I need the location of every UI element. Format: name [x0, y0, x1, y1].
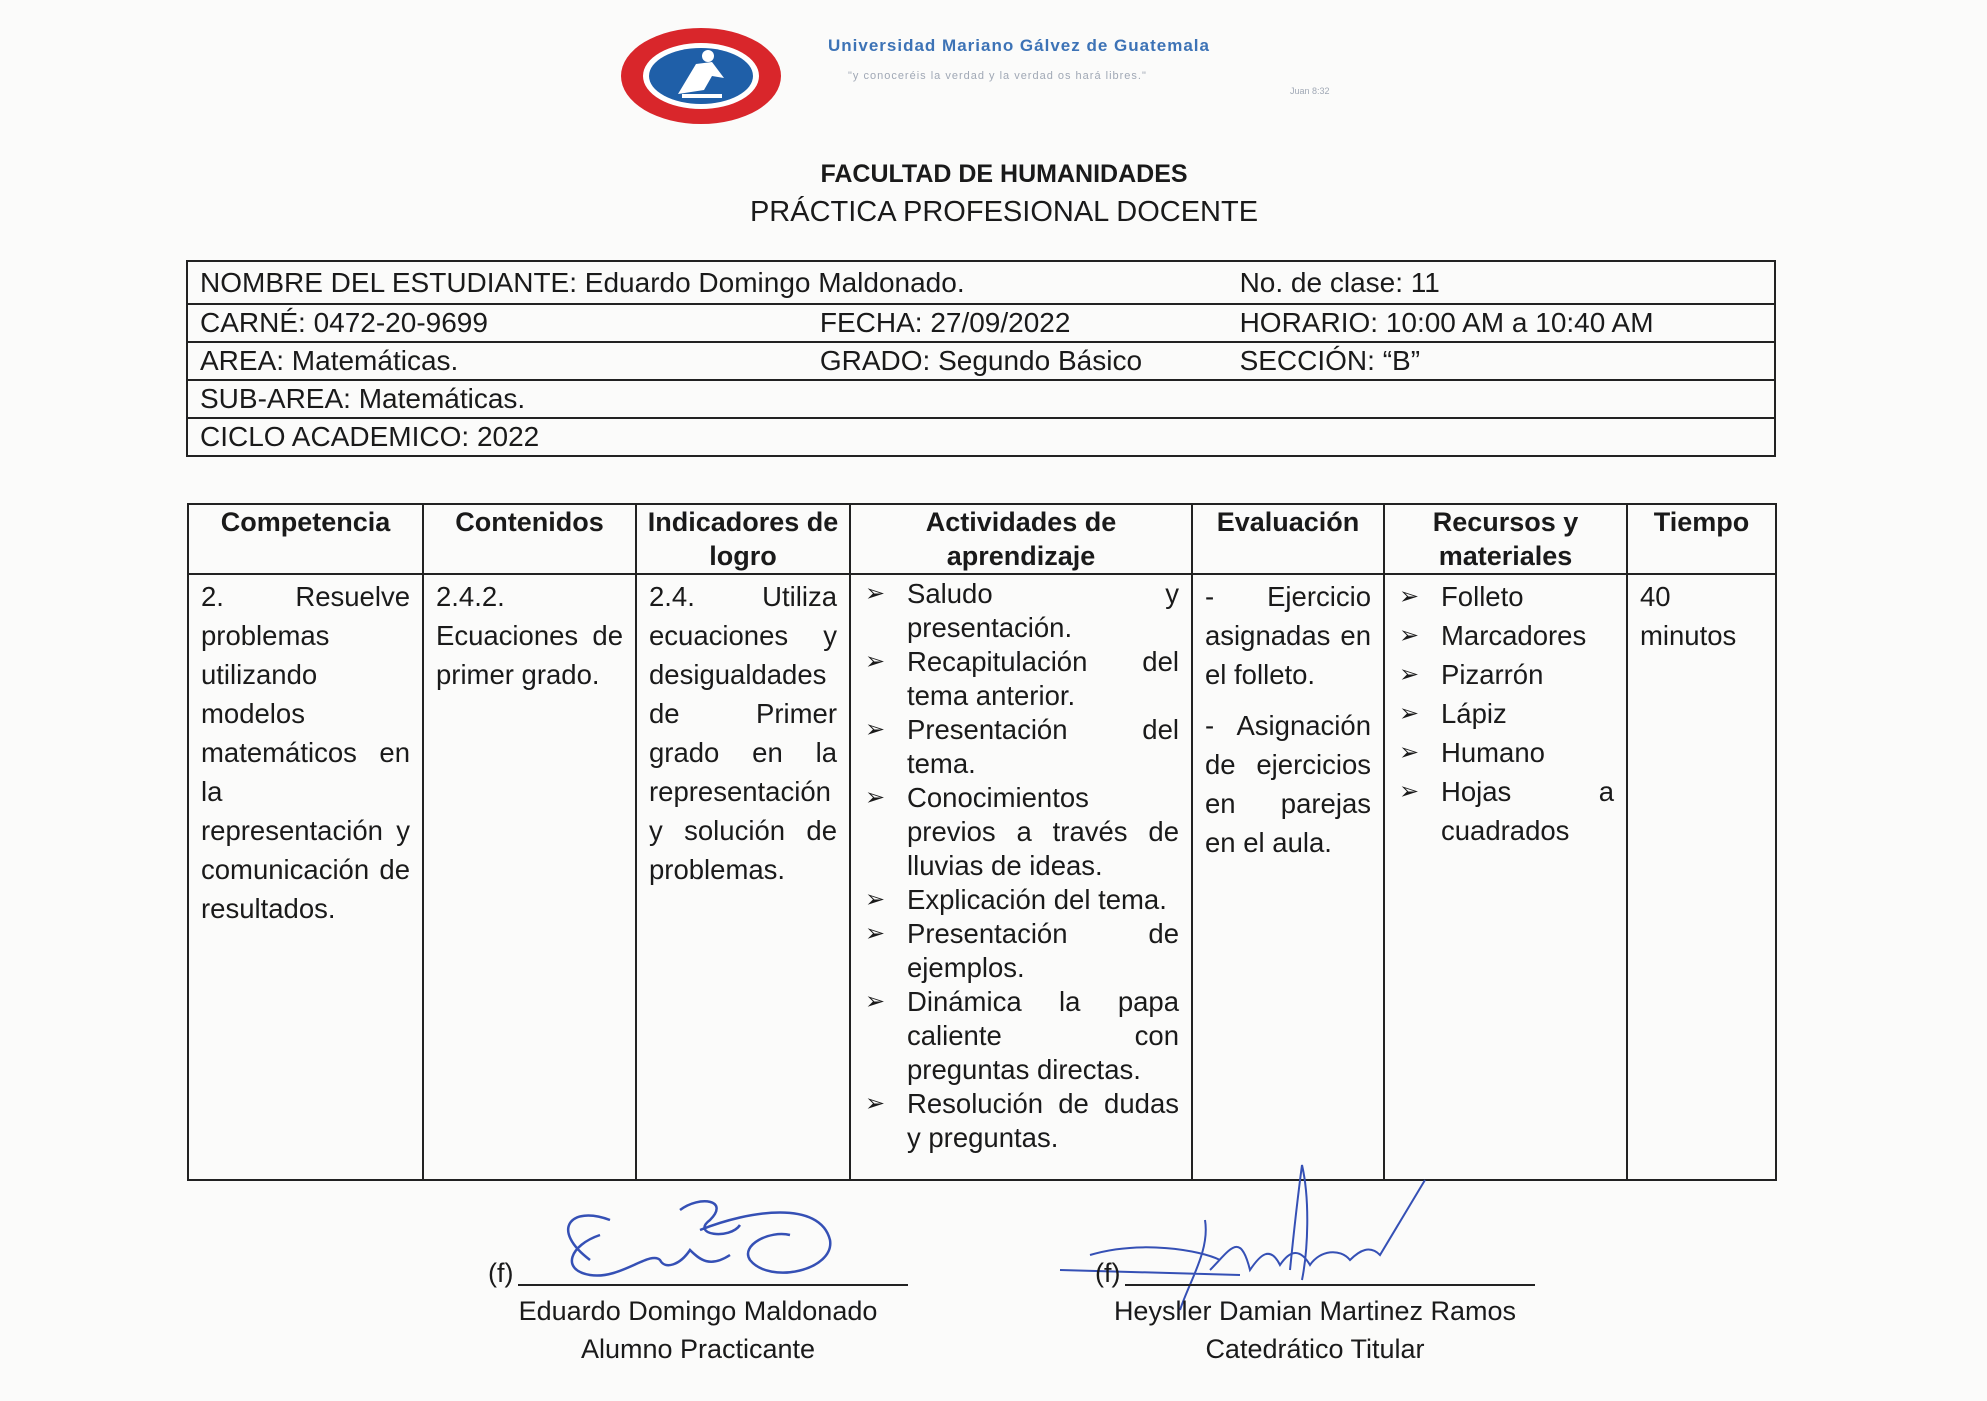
arrow-bullet-icon: ➢ [865, 784, 886, 811]
list-item: ➢ Explicación del tema. [865, 884, 1167, 915]
list-item: ➢ Presentación de ejemplos. [865, 918, 1179, 983]
list-item: ➢ Presentación del tema. [865, 714, 1179, 779]
student-id: CARNÉ: 0472-20-9699 [187, 304, 808, 342]
arrow-bullet-icon: ➢ [1399, 700, 1420, 727]
arrow-bullet-icon: ➢ [865, 920, 886, 947]
header-competencia: Competencia [188, 504, 423, 574]
grade-level: GRADO: Segundo Básico [808, 342, 1228, 380]
evaluacion-cell [1192, 574, 1384, 1180]
class-number: No. de clase: 11 [1228, 261, 1775, 304]
resources-list [1397, 577, 1614, 850]
header-actividades: Actividades de aprendizaje [850, 504, 1192, 574]
student-signer-name: Eduardo Domingo Maldonado [518, 1296, 878, 1326]
arrow-bullet-icon: ➢ [865, 1090, 886, 1117]
arrow-bullet-icon: ➢ [865, 716, 886, 743]
list-item: ➢ Lápiz [1397, 694, 1614, 733]
letterhead [610, 18, 1410, 128]
header-indicadores: Indicadores de logro [636, 504, 850, 574]
indicadores-cell: 2.4. Utiliza ecuaciones y desigualdades de Primer grado en la representación y solución de problemas. [636, 574, 850, 1180]
arrow-bullet-icon: ➢ [865, 886, 886, 913]
arrow-bullet-icon: ➢ [865, 988, 886, 1015]
document-subtitle: PRÁCTICA PROFESIONAL DOCENTE [749, 196, 1259, 228]
lesson-plan-table [187, 503, 1777, 1181]
university-name: Universidad Mariano Gálvez de Guatemala [828, 36, 1210, 55]
header-recursos: Recursos y materiales [1384, 504, 1627, 574]
list-item: ➢ Folleto [1397, 577, 1614, 616]
student-name: NOMBRE DEL ESTUDIANTE: Eduardo Domingo Maldonado. [187, 261, 1228, 304]
teacher-signer-role: Catedrático Titular [1205, 1334, 1425, 1364]
arrow-bullet-icon: ➢ [1399, 622, 1420, 649]
list-item: ➢ Humano [1397, 733, 1614, 772]
list-item: ➢ Conocimientos previos a través de lluvias de ideas. [865, 782, 1179, 881]
section: SECCIÓN: “B” [1228, 342, 1775, 380]
arrow-bullet-icon: ➢ [1399, 739, 1420, 766]
teacher-signature-block [1095, 1252, 1535, 1368]
signature-label: (f) [488, 1258, 514, 1288]
arrow-bullet-icon: ➢ [865, 580, 886, 607]
student-info-table [186, 260, 1776, 457]
list-item: ➢ Saludo y presentación. [865, 578, 1179, 643]
arrow-bullet-icon: ➢ [1399, 661, 1420, 688]
signature-line [1125, 1284, 1535, 1286]
header-tiempo: Tiempo [1627, 504, 1776, 574]
recursos-cell [1384, 574, 1627, 1180]
list-item: ➢ Recapitulación del tema anterior. [865, 646, 1179, 711]
activities-list [863, 577, 1179, 1155]
evaluation-item: - Asignación de ejercicios en parejas en el aula. [1205, 710, 1371, 858]
class-schedule: HORARIO: 10:00 AM a 10:40 AM [1228, 304, 1775, 342]
list-item: ➢ Marcadores [1397, 616, 1614, 655]
subject-area: AREA: Matemáticas. [187, 342, 808, 380]
arrow-bullet-icon: ➢ [1399, 778, 1420, 805]
academic-cycle: CICLO ACADEMICO: 2022 [187, 418, 1775, 456]
list-item: ➢ Resolución de dudas y preguntas. [865, 1088, 1179, 1153]
arrow-bullet-icon: ➢ [865, 648, 886, 675]
arrow-bullet-icon: ➢ [1399, 583, 1420, 610]
signature-line [518, 1284, 908, 1286]
header-evaluacion: Evaluación [1192, 504, 1384, 574]
university-seal-icon [616, 24, 786, 128]
class-date: FECHA: 27/09/2022 [808, 304, 1228, 342]
competencia-cell: 2. Resuelve problemas utilizando modelos matemáticos en la representación y comunicación de resultados. [188, 574, 423, 1180]
sub-area: SUB-AREA: Matemáticas. [187, 380, 1775, 418]
motto-reference: Juan 8:32 [1290, 86, 1330, 96]
university-motto: "y conoceréis la verdad y la verdad os hará libres." [848, 70, 1147, 82]
student-signature-block [488, 1252, 908, 1368]
teacher-signer-name: Heysller Damian Martinez Ramos [1113, 1296, 1517, 1326]
faculty-title: FACULTAD DE HUMANIDADES [820, 160, 1188, 188]
header-contenidos: Contenidos [423, 504, 636, 574]
contenidos-cell: 2.4.2. Ecuaciones de primer grado. [423, 574, 636, 1180]
list-item: ➢ Dinámica la papa caliente con preguntas directas. [865, 986, 1179, 1085]
tiempo-cell: 40 minutos [1627, 574, 1776, 1180]
list-item: ➢ Hojas a cuadrados [1397, 772, 1614, 850]
student-signer-role: Alumno Practicante [580, 1334, 816, 1364]
evaluation-item: - Ejercicio asignadas en el folleto. [1205, 581, 1371, 690]
signature-label: (f) [1095, 1258, 1121, 1288]
actividades-cell [850, 574, 1192, 1180]
list-item: ➢ Pizarrón [1397, 655, 1614, 694]
